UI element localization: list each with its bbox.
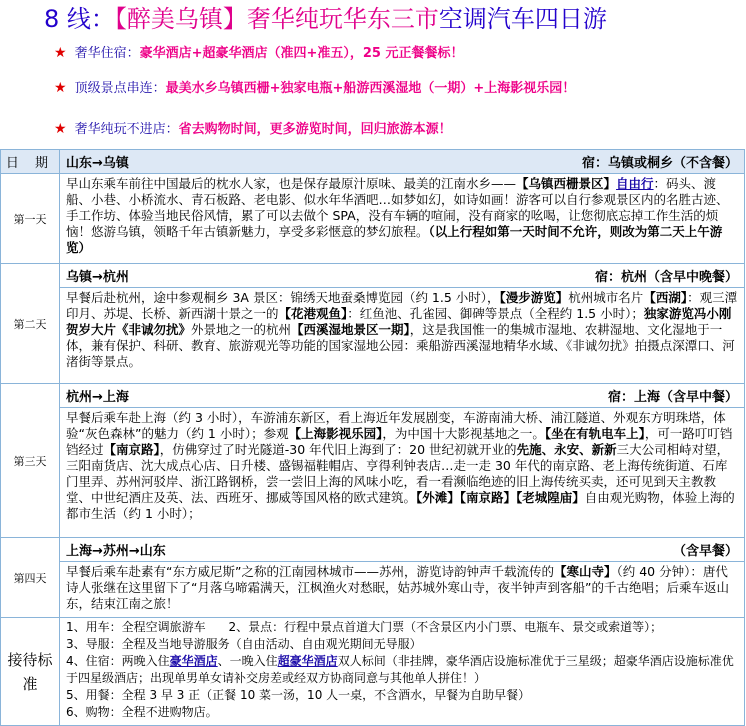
day-label: 第三天 [1,384,60,538]
day4-route: 上海→苏州→山东 [66,544,166,559]
day1-route: 山东→乌镇 [66,156,129,171]
table-row [1,538,745,562]
highlight-accommodation: ★ 奢华住宿：豪华酒店+超豪华酒店（准四+准五），25 元正餐餐标！ [54,45,464,61]
title-bar [0,0,746,40]
star-icon: ★ [54,121,67,137]
standard-list: 1、用车：全程空调旅游车 2、景点：行程中景点首道大门票（不含景区内小门票、电瓶车、景交或索道等）； 3、导服：全程及当地导游服务（自由活动、自由观光期间无导服） 4、住宿：两晚入住豪华酒店、一晚入住超豪华酒店双人标间（非挂牌，豪华酒店设施标准优于三星级；超豪华酒店设施标准优于四星级酒店；出现单男单女请补交房差或经双方协商同意与其他单人拼住！） 5、用餐：全程 3 早 3 正（正餐 10 菜一汤，10 人一桌，不含酒水，早餐为自助早餐） 6、购物：全程不进购物店。 [66,620,734,719]
day4-description: 早餐后乘车赴素有“东方威尼斯”之称的江南园林城市——苏州，游览诗韵钟声千载流传的【寒山寺】（约 40 分钟）：唐代诗人张继在这里留下了“月落乌啼霜满天，江枫渔火对愁眠，姑苏城外寒山寺，夜半钟声到客船”的千古绝唱；后乘车返山东，结束江南之旅！ [66,564,729,611]
day3-route: 杭州→上海 [66,390,129,405]
title-name: 【醉美乌镇】奢华纯玩华东三市 [114,5,439,33]
table-row [1,264,745,288]
title-prefix: 8 线： [44,5,115,33]
day1-description: 早山东乘车前往中国最后的枕水人家，也是保存最原汁原味、最美的江南水乡——【乌镇西栅景区】自由行：码头、渡船、小巷、小桥流水、青石板路、老电影、似水年华酒吧…如梦如幻，如诗如画！游客可以自行参观景区内的名胜古迹、手工作坊、体验当地民俗风情，累了可以去做个 SPA，没有车辆的喧闹，没有商家的吆喝，让您彻底忘掉工作生活的烦恼！悠游乌镇，领略千年古镇新魅力，享受多彩惬意的梦幻旅程。（以上行程如第一天时间不允许，则改为第二天上午游览） [66,176,729,255]
day3-stay: 宿：上海（含早中餐） [607,390,738,405]
highlight-no-shopping: ★ 奢华纯玩不进店：省去购物时间，更多游览时间，回归旅游本源！ [54,121,452,137]
table-row [1,288,745,384]
day2-description: 早餐后赴杭州，途中参观桐乡 3A 景区：锦绣天地蚕桑博览园（约 1.5 小时），【漫步游览】杭州城市名片【西湖】：观三潭印月、苏堤、长桥、新西湖十景之一的【花港观鱼】：红鱼池、孔雀园、御碑等景点（全程约 1.5 小时）；独家游览冯小刚贺岁大片《非诚勿扰》外景地之一的杭州【西溪湿地景区一期】，这是我国惟一的集城市湿地、农耕湿地、文化湿地于一体，兼有保护、科研、教育、旅游观光等功能的国家湿地公园：乘船游西溪湿地精华水域、《非诚勿扰》拍摄点深潭口、河渚街等景点。 [66,290,738,369]
table-row [1,384,745,408]
super-deluxe-hotel-link[interactable]: 超豪华酒店 [277,654,338,668]
table-row [1,618,745,726]
itinerary-table [0,149,745,726]
day3-description: 早餐后乘车赴上海（约 3 小时），车游浦东新区，看上海近年发展剧变，车游南浦大桥、浦江隧道、外观东方明珠塔，体验“灰色森林”的魅力（约 1 小时）；参观【上海影视乐园】，为中国十大影视基地之一。【坐在有轨电车上】，可一路叮叮铛铛经过【南京路】，仿佛穿过了时光隧道-30 年代旧上海到了：20 世纪初就开业的先施、永安、新新三大公司相峙对望，三阳南货店、沈大成点心店、日升楼、盛锡福鞋帽店、亨得利钟表店…走一走 30 年代的南京路、老上海传统街道、石库门里弄、苏州河驳岸、浙江路钢桥，尝一尝旧上海的风味小吃，看一看濒临绝迹的旧上海传统买卖，还可见到天主教教堂、中世纪酒庄及英、法、西班牙、挪威等国风格的欧式建筑。【外滩】【南京路】【老城隍庙】自由观光购物，体验上海的都市生活（约 1 小时）； [66,410,735,521]
standard-label: 接待标准 [1,618,60,726]
table-row [1,174,745,264]
day2-stay: 宿：杭州（含早中晚餐） [594,270,738,285]
table-row [1,408,745,538]
highlight-attractions: ★ 顶级景点串连：最美水乡乌镇西栅+独家电瓶+船游西溪湿地（一期）+上海影视乐园！ [54,80,576,96]
day-label: 第四天 [1,538,60,618]
day-label: 第一天 [1,174,60,264]
day1-stay: 宿：乌镇或桐乡（不含餐） [581,156,738,171]
star-icon: ★ [54,80,67,96]
page-title [44,4,607,34]
table-header-row [1,150,745,174]
table-row [1,562,745,618]
col-header-day: 日 期 [1,150,60,174]
day4-stay: （含早餐） [672,544,738,559]
deluxe-hotel-link[interactable]: 豪华酒店 [169,654,218,668]
day2-route: 乌镇→杭州 [66,270,129,285]
day-label: 第二天 [1,264,60,384]
star-icon: ★ [54,45,67,61]
title-suffix: 空调汽车四日游 [438,5,607,33]
free-travel-link[interactable]: 自由行 [616,176,654,191]
